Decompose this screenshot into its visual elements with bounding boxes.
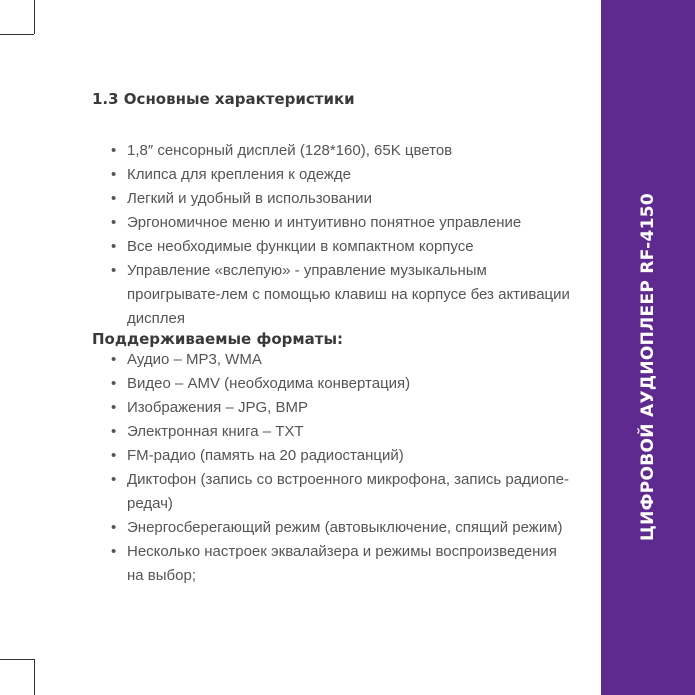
- features-list: [92, 139, 577, 331]
- bullet-icon: •: [111, 351, 117, 368]
- list-item: [92, 235, 577, 259]
- list-item: [92, 516, 577, 540]
- list-item-text: Видео – AMV (необходима конвертация): [127, 375, 411, 392]
- list-item-text: Энергосберегающий режим (автовыключение, спящий режим): [127, 519, 563, 536]
- bullet-icon: •: [111, 214, 117, 231]
- bullet-icon: •: [111, 399, 117, 416]
- bullet-icon: •: [111, 375, 117, 392]
- list-item: [92, 259, 577, 331]
- bullet-icon: •: [111, 423, 117, 440]
- list-item-text: Клипса для крепления к одежде: [127, 166, 352, 183]
- bullet-icon: •: [111, 447, 117, 464]
- list-item-text: Управление «вслепую» - управление музыкальным проигрывате-лем с помощью клавиш на корпусе без активации дисплея: [127, 262, 570, 327]
- formats-list: [92, 348, 577, 588]
- bullet-icon: •: [111, 471, 117, 488]
- crop-mark-bottom-left: [34, 659, 35, 695]
- list-item: [92, 372, 577, 396]
- list-item-text: Эргономичное меню и интуитивно понятное управление: [127, 214, 522, 231]
- crop-mark-top-left-h: [0, 34, 34, 35]
- list-item-text: Диктофон (запись со встроенного микрофона, запись радиопе-редач): [127, 471, 569, 512]
- list-item: [92, 444, 577, 468]
- list-item-text: Несколько настроек эквалайзера и режимы воспроизведения на выбор;: [127, 543, 557, 584]
- list-item-text: FM-радио (память на 20 радиостанций): [127, 447, 404, 464]
- bullet-icon: •: [111, 166, 117, 183]
- crop-mark-top-left: [34, 0, 35, 34]
- list-item: [92, 468, 577, 516]
- list-item: [92, 211, 577, 235]
- list-item: [92, 139, 577, 163]
- bullet-icon: •: [111, 262, 117, 279]
- bullet-icon: •: [111, 238, 117, 255]
- bullet-icon: •: [111, 519, 117, 536]
- list-item-text: Аудио – MP3, WMA: [127, 351, 262, 368]
- section-title: 1.3 Основные характеристики: [92, 90, 355, 108]
- crop-mark-bottom-left-h: [0, 659, 34, 660]
- list-item-text: Электронная книга – TXT: [127, 423, 304, 440]
- side-title: ЦИФРОВОЙ АУДИОПЛЕЕР RF-4150: [638, 192, 658, 542]
- list-item: [92, 396, 577, 420]
- list-item: [92, 163, 577, 187]
- list-item: [92, 348, 577, 372]
- bullet-icon: •: [111, 142, 117, 159]
- list-item-text: Легкий и удобный в использовании: [127, 190, 372, 207]
- list-item-text: Все необходимые функции в компактном корпусе: [127, 238, 474, 255]
- list-item: [92, 420, 577, 444]
- list-item: [92, 187, 577, 211]
- list-item-text: 1,8″ сенсорный дисплей (128*160), 65K цветов: [127, 142, 453, 159]
- bullet-icon: •: [111, 190, 117, 207]
- list-item: [92, 540, 577, 588]
- list-item-text: Изображения – JPG, BMP: [127, 399, 308, 416]
- bullet-icon: •: [111, 543, 117, 560]
- formats-title: Поддерживаемые форматы:: [92, 330, 344, 348]
